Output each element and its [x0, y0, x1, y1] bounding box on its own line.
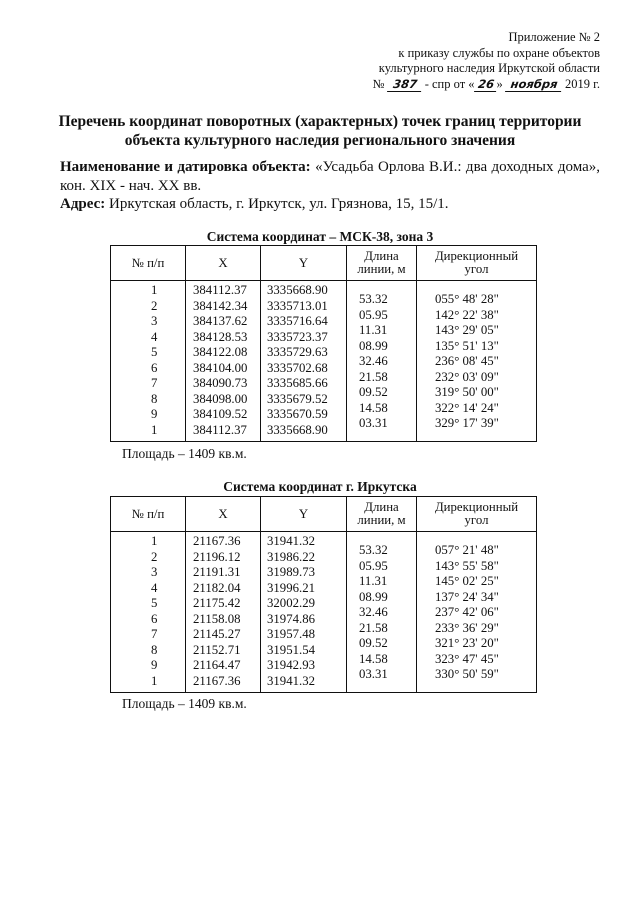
angle-value: 329° 17' 39": [435, 416, 499, 430]
angle-value: 323° 47' 45": [435, 651, 499, 666]
angle-value: 137° 24' 34": [435, 589, 499, 604]
length-value: 09.52: [359, 636, 388, 650]
header-y: Y: [261, 246, 347, 281]
y-value: 31989.73: [267, 565, 315, 579]
point-number: 4: [151, 329, 158, 344]
point-number: 8: [151, 391, 158, 406]
angle-value: 135° 51' 13": [435, 338, 499, 353]
angle-column: [417, 281, 537, 442]
y-column: [261, 281, 347, 442]
table-body-row: [111, 281, 537, 442]
object-address: [60, 195, 600, 214]
x-value: 21158.08: [193, 611, 241, 626]
x-value: 384142.34: [193, 298, 248, 313]
x-value: 384112.37: [193, 422, 247, 437]
x-value: 384104.00: [193, 360, 248, 375]
coordinates-table-irkutsk: [110, 496, 537, 693]
length-value: 09.52: [359, 385, 388, 399]
x-value: 384128.53: [193, 329, 248, 344]
header-length: [347, 497, 417, 532]
angle-value: 237° 42' 06": [435, 605, 499, 619]
y-value: 3335723.37: [267, 329, 328, 344]
point-number: 8: [151, 642, 158, 657]
x-value: 384137.62: [193, 314, 248, 328]
x-value: 21175.42: [193, 596, 241, 610]
y-value: 3335670.59: [267, 407, 328, 421]
heading-line-2: объекта культурного наследия регионального значения: [124, 132, 516, 149]
header-angle-line-2: угол: [464, 262, 489, 276]
y-value: 3335668.90: [267, 422, 328, 437]
x-value: 21167.36: [193, 673, 241, 688]
y-value: 31996.21: [267, 580, 315, 595]
angle-value: 321° 23' 20": [435, 636, 499, 650]
order-year: 2019 г.: [565, 76, 600, 91]
num-column: [111, 532, 186, 693]
header-x: X: [186, 246, 261, 281]
y-value: 3335713.01: [267, 298, 328, 313]
y-value: 3335668.90: [267, 283, 328, 297]
angle-value: 143° 55' 58": [435, 558, 499, 573]
angle-value: 236° 08' 45": [435, 354, 499, 368]
length-column: [347, 532, 417, 693]
point-number: 1: [151, 422, 158, 437]
appendix-block: [373, 30, 600, 92]
table-1-caption: Система координат – МСК-38, зона 3: [206, 229, 434, 244]
header-angle-line-1: Дирекционный: [434, 500, 519, 514]
length-value: 08.99: [359, 338, 388, 353]
header-angle: [417, 497, 537, 532]
length-value: 14.58: [359, 651, 388, 666]
point-number: 5: [151, 596, 158, 610]
day-close: »: [496, 76, 503, 91]
object-name-label: Наименование и датировка объекта:: [60, 159, 311, 175]
point-number: 6: [151, 360, 158, 375]
y-value: 3335685.66: [267, 376, 328, 390]
header-angle: [417, 246, 537, 281]
document-heading: [0, 112, 640, 150]
x-value: 384090.73: [193, 376, 248, 390]
appendix-number-line: [373, 77, 600, 93]
point-number: 6: [151, 611, 158, 626]
header-length-line-2: линии, м: [357, 262, 406, 276]
table-2-caption: Система координат г. Иркутска: [223, 479, 417, 494]
length-value: 21.58: [359, 369, 388, 384]
point-number: 5: [151, 345, 158, 359]
y-value: 31942.93: [267, 658, 315, 672]
y-value: 31974.86: [267, 611, 315, 626]
header-y: Y: [261, 497, 347, 532]
length-value: 53.32: [359, 543, 388, 557]
length-column: [347, 281, 417, 442]
x-value: 384122.08: [193, 345, 248, 359]
length-value: 03.31: [359, 416, 388, 430]
coordinates-table-msk38: [110, 245, 537, 442]
x-value: 384098.00: [193, 391, 248, 406]
object-address-label: Адрес:: [60, 196, 106, 212]
point-number: 3: [151, 314, 158, 328]
table-2-area: Площадь – 1409 кв.м.: [122, 696, 247, 711]
x-column: [186, 281, 261, 442]
y-value: 31986.22: [267, 549, 315, 564]
point-number: 7: [151, 376, 158, 390]
x-column: [186, 532, 261, 693]
object-info: [60, 158, 600, 214]
length-value: 14.58: [359, 400, 388, 415]
length-value: 11.31: [359, 323, 388, 337]
header-angle-line-1: Дирекционный: [434, 249, 519, 263]
object-name-value: «Усадьба Орлова В.И.: два доходных дома», кон. XIX - нач. XX вв.: [60, 159, 600, 194]
point-number: 1: [151, 673, 158, 688]
order-day: 26: [474, 78, 498, 92]
length-value: 03.31: [359, 667, 388, 681]
appendix-title: Приложение № 2: [508, 30, 600, 44]
length-value: 05.95: [359, 558, 388, 573]
x-value: 21196.12: [193, 549, 241, 564]
x-value: 21145.27: [193, 627, 241, 641]
y-value: 3335716.64: [267, 314, 328, 328]
table-header-row: [111, 246, 537, 281]
length-value: 11.31: [359, 574, 388, 588]
appendix-order-line: к приказу службы по охране объектов: [398, 45, 600, 60]
y-value: 31951.54: [267, 642, 315, 657]
point-number: 3: [151, 565, 158, 579]
order-number: 387: [387, 78, 423, 92]
length-value: 32.46: [359, 605, 388, 619]
x-value: 384109.52: [193, 407, 248, 421]
length-value: 32.46: [359, 354, 388, 368]
object-address-value: Иркутская область, г. Иркутск, ул. Грязнова, 15, 15/1.: [109, 196, 449, 212]
header-x: X: [186, 497, 261, 532]
x-value: 21152.71: [193, 642, 241, 657]
angle-value: 319° 50' 00": [435, 385, 499, 399]
y-value: 31957.48: [267, 627, 315, 641]
point-number: 1: [151, 534, 158, 548]
length-value: 05.95: [359, 307, 388, 322]
angle-value: 232° 03' 09": [435, 369, 499, 384]
x-value: 21164.47: [193, 658, 241, 672]
point-number: 1: [151, 283, 158, 297]
x-value: 384112.37: [193, 283, 247, 297]
x-value: 21167.36: [193, 534, 241, 548]
y-value: 31941.32: [267, 673, 315, 688]
header-length-line-1: Длина: [364, 500, 399, 514]
angle-value: 055° 48' 28": [435, 292, 499, 306]
appendix-org-line: культурного наследия Иркутской области: [378, 61, 600, 75]
y-column: [261, 532, 347, 693]
header-length-line-2: линии, м: [357, 513, 406, 527]
point-number: 7: [151, 627, 158, 641]
angle-value: 143° 29' 05": [435, 323, 499, 337]
header-length: [347, 246, 417, 281]
angle-value: 322° 14' 24": [435, 400, 499, 415]
y-value: 3335679.52: [267, 391, 328, 406]
angle-value: 330° 50' 59": [435, 667, 499, 681]
table-1-area: Площадь – 1409 кв.м.: [122, 446, 247, 461]
point-number: 4: [151, 580, 158, 595]
y-value: 31941.32: [267, 534, 315, 548]
x-value: 21191.31: [193, 565, 241, 579]
angle-value: 057° 21' 48": [435, 543, 499, 557]
header-num: № п/п: [111, 246, 186, 281]
length-value: 53.32: [359, 292, 388, 306]
header-length-line-1: Длина: [364, 249, 399, 263]
object-name: [60, 158, 600, 195]
length-value: 21.58: [359, 620, 388, 635]
order-month: ноября: [505, 78, 563, 92]
table-header-row: [111, 497, 537, 532]
table-body-row: [111, 532, 537, 693]
x-value: 21182.04: [193, 580, 241, 595]
point-number: 2: [151, 549, 158, 564]
y-value: 32002.29: [267, 596, 315, 610]
header-num: № п/п: [111, 497, 186, 532]
length-value: 08.99: [359, 589, 388, 604]
number-middle: - спр от «: [424, 76, 475, 91]
angle-value: 145° 02' 25": [435, 574, 499, 588]
header-angle-line-2: угол: [464, 513, 489, 527]
number-prefix: №: [372, 76, 385, 91]
heading-line-1: Перечень координат поворотных (характерных) точек границ территории: [58, 113, 582, 130]
y-value: 3335702.68: [267, 360, 328, 375]
num-column: [111, 281, 186, 442]
angle-value: 142° 22' 38": [435, 307, 499, 322]
angle-value: 233° 36' 29": [435, 620, 499, 635]
point-number: 9: [151, 658, 158, 672]
y-value: 3335729.63: [267, 345, 328, 359]
point-number: 2: [151, 298, 158, 313]
point-number: 9: [151, 407, 158, 421]
angle-column: [417, 532, 537, 693]
